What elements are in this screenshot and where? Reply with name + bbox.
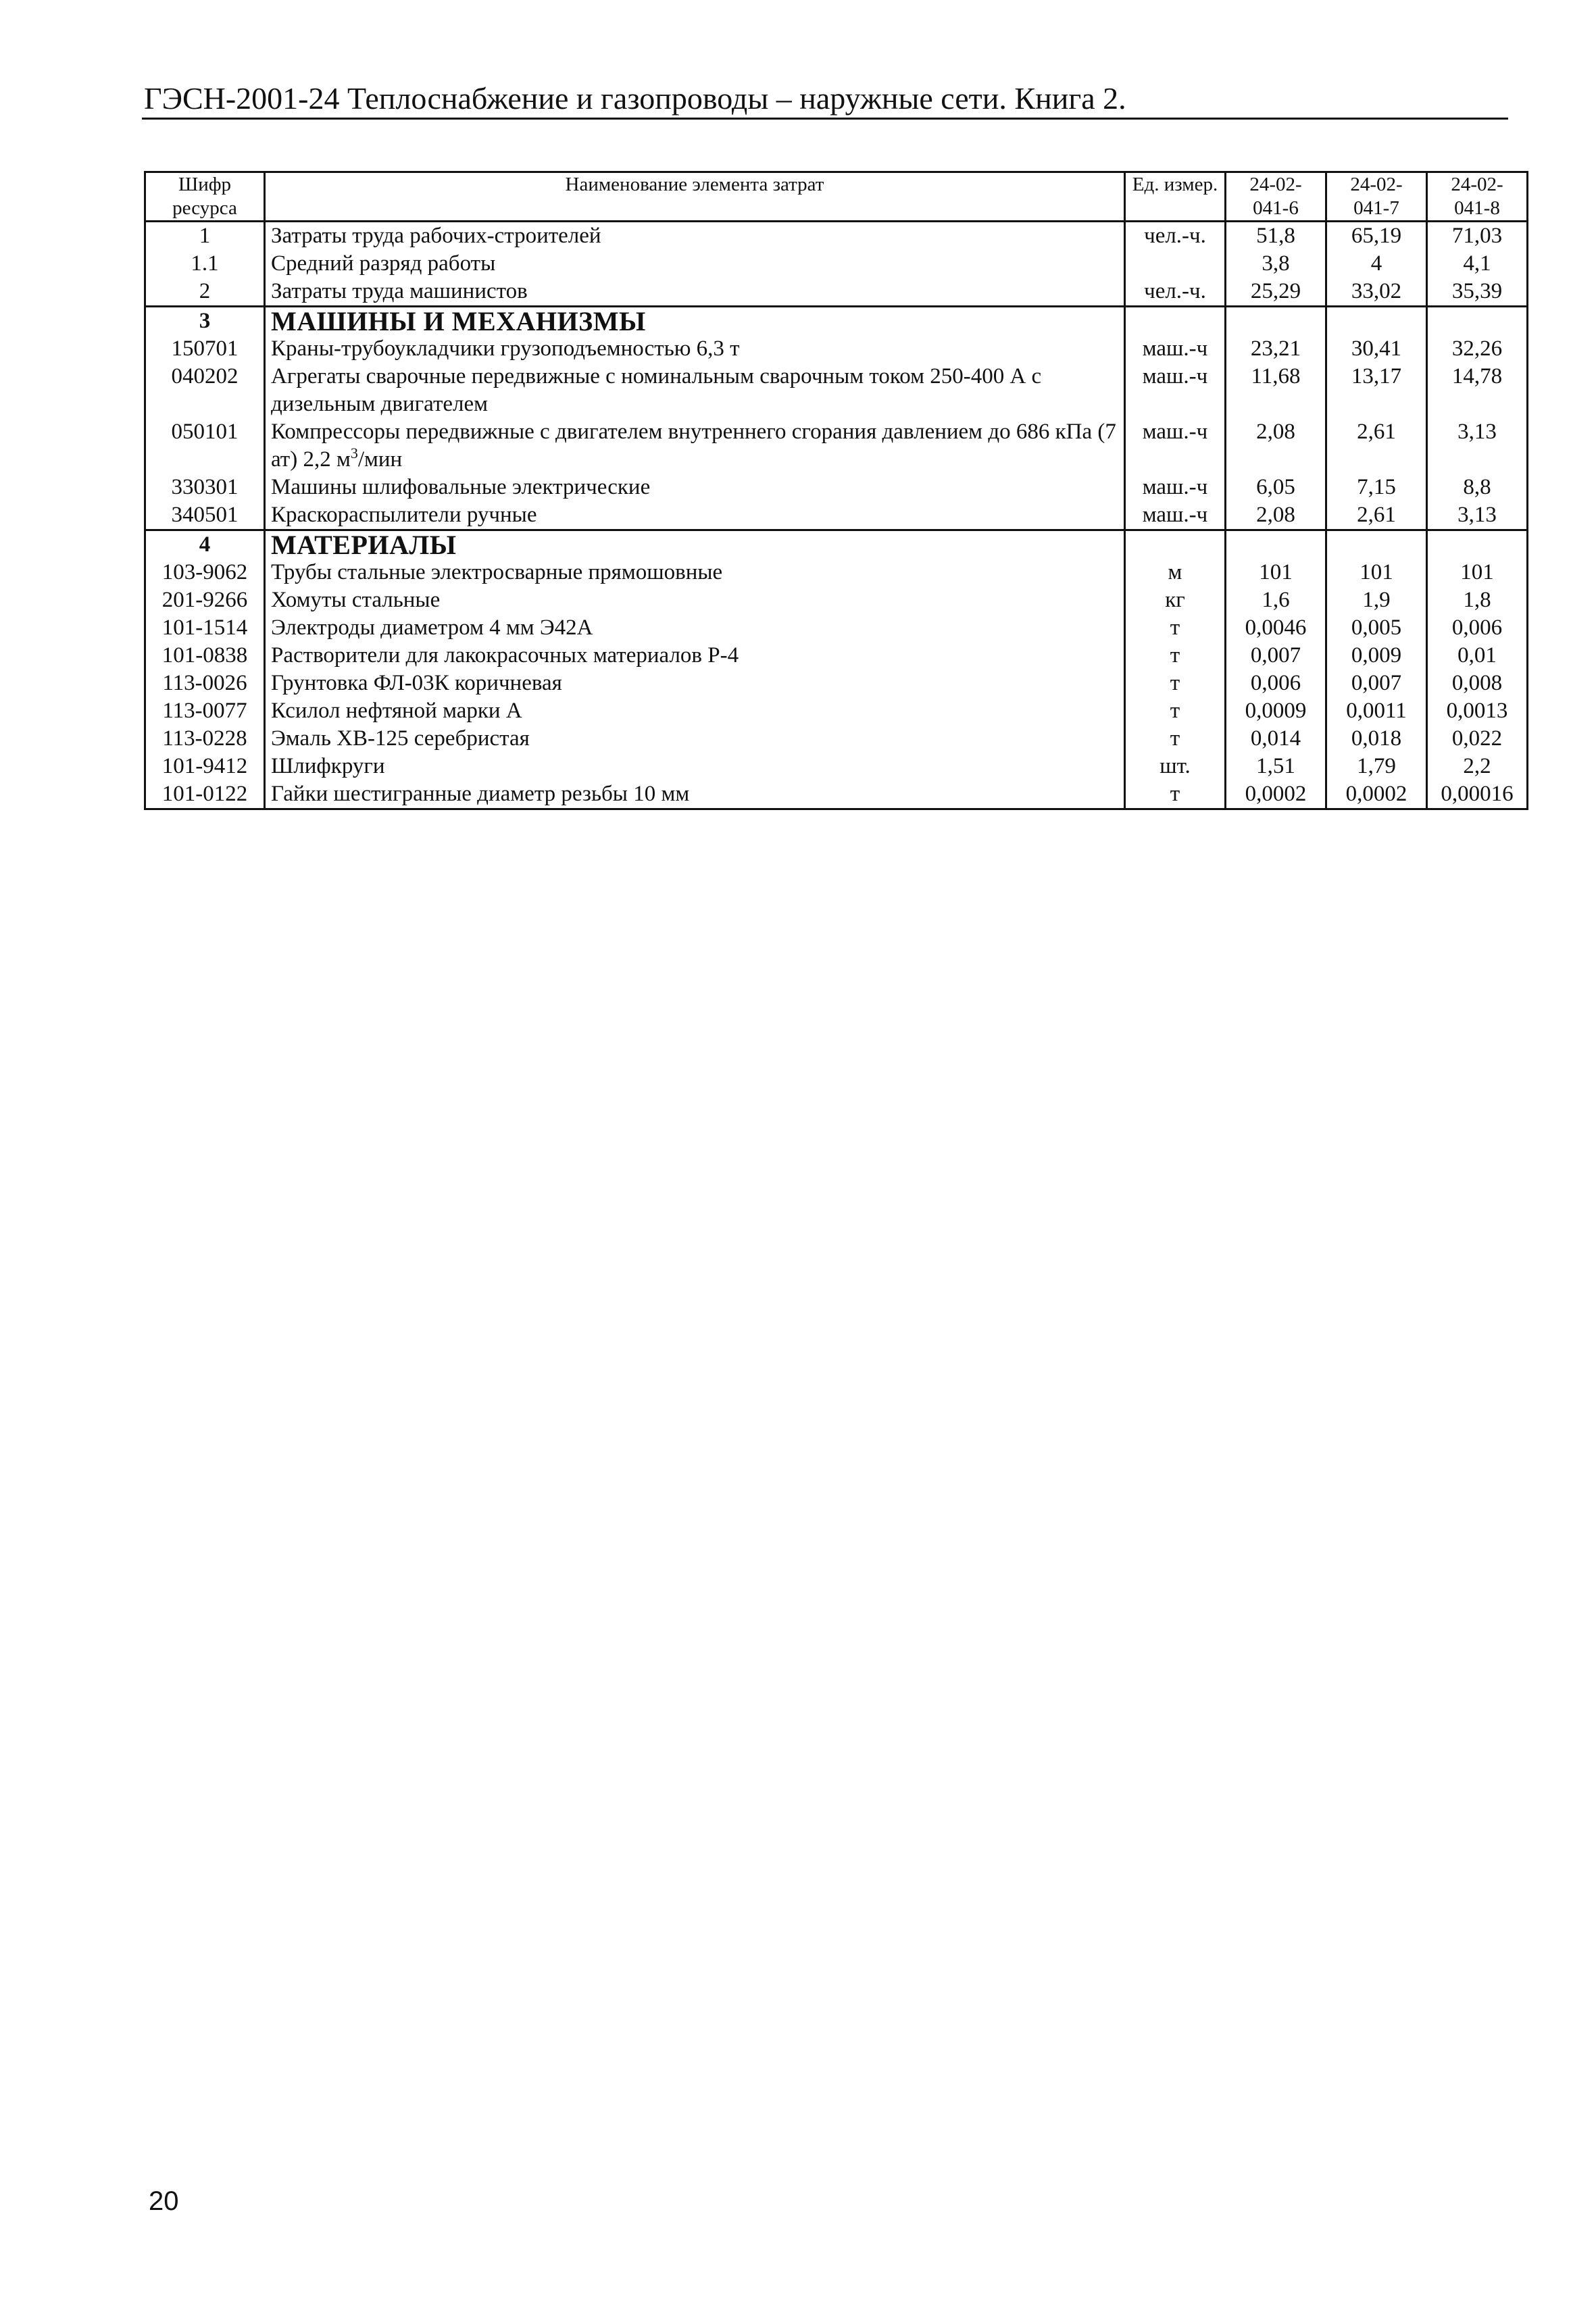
table-row: [145, 614, 1528, 642]
resource-code: 040202: [145, 363, 265, 418]
cost-element-name: Затраты труда рабочих-строителей: [265, 222, 1125, 251]
value-041-7: 33,02: [1326, 278, 1427, 307]
unit-of-measure: маш.-ч: [1125, 363, 1226, 418]
unit-of-measure: т: [1125, 780, 1226, 809]
unit-of-measure: шт.: [1125, 753, 1226, 780]
table-row: [145, 780, 1528, 809]
table-row: [145, 670, 1528, 697]
unit-of-measure: чел.-ч.: [1125, 278, 1226, 307]
value-041-6: 0,0009: [1226, 697, 1326, 725]
value-041-6: 2,08: [1226, 418, 1326, 474]
cost-element-name: Компрессоры передвижные с двигателем внутреннего сгорания давлением до 686 кПа (7 ат) 2,2 $м^3$/мин: [265, 418, 1125, 474]
table-row: [145, 501, 1528, 530]
value-041-8: 32,26: [1427, 335, 1528, 363]
table-row: [145, 363, 1528, 418]
page-header: ГЭСН-2001-24 Теплоснабжение и газопроводы – наружные сети. Книга 2.: [144, 81, 1126, 116]
value-041-8: 2,2: [1427, 753, 1528, 780]
resource-code: 201-9266: [145, 586, 265, 614]
value-041-8: [1427, 307, 1528, 336]
unit-of-measure: чел.-ч.: [1125, 222, 1226, 251]
unit-of-measure: т: [1125, 614, 1226, 642]
cost-element-name: Краскораспылители ручные: [265, 501, 1125, 530]
value-041-7: 0,018: [1326, 725, 1427, 753]
value-041-8: 3,13: [1427, 418, 1528, 474]
value-041-7: 0,007: [1326, 670, 1427, 697]
value-041-6: 51,8: [1226, 222, 1326, 251]
value-041-7: 0,0011: [1326, 697, 1427, 725]
value-041-7: 0,0002: [1326, 780, 1427, 809]
unit-of-measure: [1125, 530, 1226, 559]
cost-element-name: Электроды диаметром 4 мм Э42А: [265, 614, 1125, 642]
value-041-8: 0,0013: [1427, 697, 1528, 725]
value-041-8: 3,13: [1427, 501, 1528, 530]
header-unit: Ед. измер.: [1125, 172, 1226, 222]
resource-code: 2: [145, 278, 265, 307]
cost-element-name: Средний разряд работы: [265, 250, 1125, 278]
cost-element-name: Шлифкруги: [265, 753, 1125, 780]
value-041-6: 101: [1226, 559, 1326, 586]
value-041-6: 6,05: [1226, 474, 1326, 501]
value-041-7: 101: [1326, 559, 1427, 586]
value-041-6: 3,8: [1226, 250, 1326, 278]
unit-of-measure: маш.-ч: [1125, 501, 1226, 530]
resource-code: 4: [145, 530, 265, 559]
resource-code: 050101: [145, 418, 265, 474]
resource-code: 101-0122: [145, 780, 265, 809]
cost-element-name: МАТЕРИАЛЫ: [265, 530, 1125, 559]
section-row: [145, 530, 1528, 559]
unit-of-measure: маш.-ч: [1125, 474, 1226, 501]
value-041-8: 1,8: [1427, 586, 1528, 614]
value-041-8: 71,03: [1427, 222, 1528, 251]
cost-element-name: Агрегаты сварочные передвижные с номинальным сварочным током 250-400 А с дизельным двигателем: [265, 363, 1125, 418]
value-041-7: [1326, 530, 1427, 559]
value-041-8: [1427, 530, 1528, 559]
value-041-8: 0,00016: [1427, 780, 1528, 809]
value-041-7: 30,41: [1326, 335, 1427, 363]
header-col-041-8: 24-02-041-8: [1427, 172, 1528, 222]
value-041-7: 7,15: [1326, 474, 1427, 501]
value-041-7: 2,61: [1326, 418, 1427, 474]
unit-of-measure: [1125, 307, 1226, 336]
value-041-6: 0,006: [1226, 670, 1326, 697]
unit-of-measure: т: [1125, 697, 1226, 725]
value-041-6: 0,0046: [1226, 614, 1326, 642]
value-041-7: 2,61: [1326, 501, 1427, 530]
unit-of-measure: [1125, 250, 1226, 278]
value-041-6: 23,21: [1226, 335, 1326, 363]
resource-code: 3: [145, 307, 265, 336]
value-041-6: 0,014: [1226, 725, 1326, 753]
header-code: Шифр ресурса: [145, 172, 265, 222]
table-row: [145, 697, 1528, 725]
unit-superscript: 3: [350, 445, 358, 461]
resource-code: 1: [145, 222, 265, 251]
table-row: [145, 335, 1528, 363]
resource-code: 101-0838: [145, 642, 265, 670]
unit-of-measure: т: [1125, 670, 1226, 697]
table-body: [145, 222, 1528, 809]
table-row: [145, 418, 1528, 474]
value-041-7: 4: [1326, 250, 1427, 278]
cost-element-name: Гайки шестигранные диаметр резьбы 10 мм: [265, 780, 1125, 809]
header-rule: [142, 118, 1508, 120]
value-041-7: 13,17: [1326, 363, 1427, 418]
table-row: [145, 642, 1528, 670]
unit-of-measure: т: [1125, 642, 1226, 670]
table-row: [145, 586, 1528, 614]
table-row: [145, 278, 1528, 307]
resource-code: 150701: [145, 335, 265, 363]
resource-code: 340501: [145, 501, 265, 530]
cost-element-name: МАШИНЫ И МЕХАНИЗМЫ: [265, 307, 1125, 336]
value-041-6: 25,29: [1226, 278, 1326, 307]
value-041-6: 11,68: [1226, 363, 1326, 418]
table-row: [145, 725, 1528, 753]
value-041-8: 101: [1427, 559, 1528, 586]
table-row: [145, 222, 1528, 251]
value-041-8: 35,39: [1427, 278, 1528, 307]
value-041-8: 0,01: [1427, 642, 1528, 670]
cost-element-name: Ксилол нефтяной марки А: [265, 697, 1125, 725]
unit-of-measure: маш.-ч: [1125, 418, 1226, 474]
resource-code: 101-9412: [145, 753, 265, 780]
value-041-6: 0,0002: [1226, 780, 1326, 809]
value-041-7: 65,19: [1326, 222, 1427, 251]
header-name: Наименование элемента затрат: [265, 172, 1125, 222]
resource-code: 330301: [145, 474, 265, 501]
value-041-7: 1,79: [1326, 753, 1427, 780]
resource-code: 113-0077: [145, 697, 265, 725]
value-041-7: 0,009: [1326, 642, 1427, 670]
cost-element-name: Грунтовка ФЛ-03К коричневая: [265, 670, 1125, 697]
resource-code: 113-0026: [145, 670, 265, 697]
value-041-6: 1,51: [1226, 753, 1326, 780]
value-041-8: 0,006: [1427, 614, 1528, 642]
resource-code: 103-9062: [145, 559, 265, 586]
resource-code: 101-1514: [145, 614, 265, 642]
table-row: [145, 250, 1528, 278]
value-041-8: 0,022: [1427, 725, 1528, 753]
cost-element-name: Затраты труда машинистов: [265, 278, 1125, 307]
value-041-6: 1,6: [1226, 586, 1326, 614]
value-041-8: 4,1: [1427, 250, 1528, 278]
page-number: 20: [149, 2186, 179, 2216]
resource-code: 1.1: [145, 250, 265, 278]
value-041-6: [1226, 307, 1326, 336]
value-041-6: [1226, 530, 1326, 559]
table-row: [145, 474, 1528, 501]
value-041-6: 2,08: [1226, 501, 1326, 530]
value-041-7: [1326, 307, 1427, 336]
header-col-041-6: 24-02-041-6: [1226, 172, 1326, 222]
resource-cost-table: [144, 171, 1528, 810]
header-col-041-7: 24-02-041-7: [1326, 172, 1427, 222]
cost-element-name: Растворители для лакокрасочных материалов Р-4: [265, 642, 1125, 670]
value-041-7: 1,9: [1326, 586, 1427, 614]
table-row: [145, 559, 1528, 586]
table-header-row: [145, 172, 1528, 222]
cost-element-name: Краны-трубоукладчики грузоподъемностью 6,3 т: [265, 335, 1125, 363]
table-row: [145, 753, 1528, 780]
value-041-7: 0,005: [1326, 614, 1427, 642]
cost-element-name: Эмаль ХВ-125 серебристая: [265, 725, 1125, 753]
unit-of-measure: маш.-ч: [1125, 335, 1226, 363]
cost-element-name: Машины шлифовальные электрические: [265, 474, 1125, 501]
unit-of-measure: т: [1125, 725, 1226, 753]
resource-code: 113-0228: [145, 725, 265, 753]
cost-element-name: Хомуты стальные: [265, 586, 1125, 614]
value-041-8: 8,8: [1427, 474, 1528, 501]
cost-element-name: Трубы стальные электросварные прямошовные: [265, 559, 1125, 586]
unit-of-measure: кг: [1125, 586, 1226, 614]
unit-of-measure: м: [1125, 559, 1226, 586]
value-041-6: 0,007: [1226, 642, 1326, 670]
section-row: [145, 307, 1528, 336]
value-041-8: 14,78: [1427, 363, 1528, 418]
value-041-8: 0,008: [1427, 670, 1528, 697]
